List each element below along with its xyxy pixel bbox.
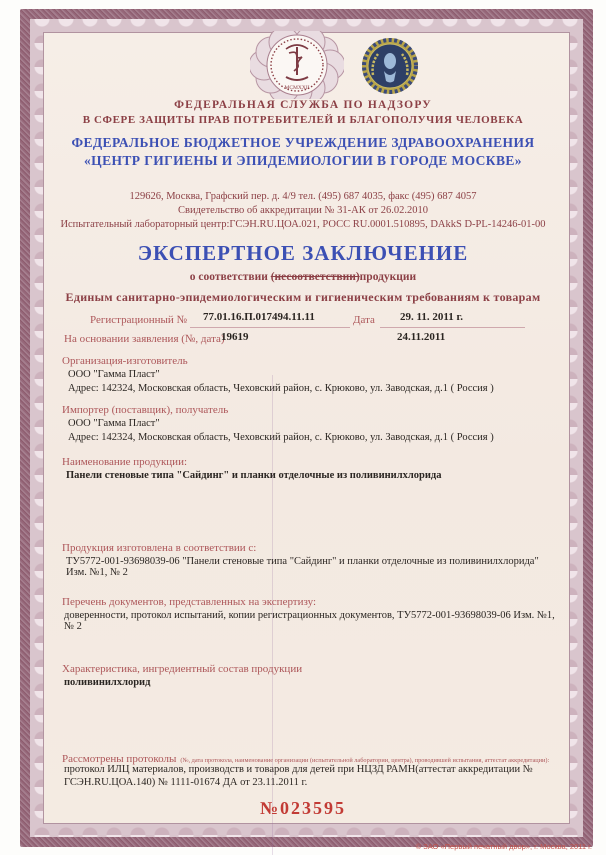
registration-underline	[190, 327, 350, 328]
registration-number-value: 77.01.16.П.017494.11.11	[203, 311, 315, 323]
manufacturer-name: ООО "Гамма Пласт"	[68, 369, 160, 380]
product-name-label: Наименование продукции:	[62, 456, 188, 468]
standard-value: ТУ5772-001-93698039-06 "Панели стеновые типа "Сайдинг" и планки отделочные из поливинилхлорида" Изм. №1, № 2	[66, 556, 539, 578]
manufacturer-address: Адрес: 142324, Московская область, Чеховский район, с. Крюково, ул. Заводская, д.1 ( Россия )	[68, 383, 494, 394]
institution-address: 129626, Москва, Графский пер. д. 4/9 тел. (495) 687 4035, факс (495) 687 4057	[129, 191, 477, 202]
date-underline	[380, 327, 525, 328]
institution-name-line1: ФЕДЕРАЛЬНОЕ БЮДЖЕТНОЕ УЧРЕЖДЕНИЕ ЗДРАВООХРАНЕНИЯ	[71, 135, 535, 150]
importer-label: Импортер (поставщик), получатель	[62, 404, 229, 416]
protocols-value: протокол ИЛЦ материалов, производств и товаров для детей при НЦЗД РАМН(аттестат аккредитации № ГСЭН.RU.ЦОА.140) № 1111-01674 ДА от 23.11.2011 г.	[64, 764, 533, 788]
standard-label: Продукция изготовлена в соответствии с:	[62, 542, 257, 554]
institution-name-line2: «ЦЕНТР ГИГИЕНЫ И ЭПИДЕМИОЛОГИИ В ГОРОДЕ МОСКВЕ»	[84, 153, 522, 168]
requirements-line: Единым санитарно-эпидемиологическим и гигиеническим требованиям к товарам	[65, 290, 541, 304]
agency-name-line1: ФЕДЕРАЛЬНАЯ СЛУЖБА ПО НАДЗОРУ	[174, 99, 432, 111]
documents-value: доверенности, протокол испытаний, копии регистрационных документов, ТУ5772-001-93698039-06 Изм. №1, № 2	[64, 610, 555, 632]
manufacturer-label: Организация-изготовитель	[62, 355, 188, 367]
documents-label: Перечень документов, представленных на экспертизу:	[62, 596, 317, 608]
subtitle-suffix: продукции	[359, 271, 417, 283]
accreditation-seal-icon	[361, 37, 419, 95]
document-serial-number: №023595	[259, 798, 347, 818]
importer-name: ООО "Гамма Пласт"	[68, 418, 160, 429]
accreditation-certificate-line: Свидетельство об аккредитации № 31-АК от 26.02.2010	[178, 205, 428, 216]
agency-name-line2: В СФЕРЕ ЗАЩИТЫ ПРАВ ПОТРЕБИТЕЛЕЙ И БЛАГОПОЛУЧИЯ ЧЕЛОВЕКА	[82, 114, 524, 126]
emblem-motto: MCMXXII	[284, 85, 310, 91]
product-name-value: Панели стеновые типа "Сайдинг" и планки отделочные из поливинилхлорида	[66, 470, 442, 481]
composition-value: поливинилхлорид	[64, 677, 151, 688]
protocols-sublabel: (№, дата протокола, наименование организации (испытательной лаборатории, центра), проводившей испытания, аттестат аккредитации):	[180, 757, 550, 764]
document-subtitle	[0, 271, 606, 283]
document-title: ЭКСПЕРТНОЕ ЗАКЛЮЧЕНИЕ	[137, 241, 469, 265]
lab-center-line: Испытательный лабораторный центр:ГСЭН.RU.ЦОА.021, РОСС RU.0001.510895, DAkkS D-PL-14246-01-00	[60, 219, 546, 230]
protocols-label: Рассмотрены протоколы	[62, 753, 177, 765]
application-number-value: 19619	[221, 331, 249, 343]
printer-credit: © ЗАО «Первый печатный двор», г. Москва, 2011 г.	[415, 842, 592, 851]
subtitle-prefix: о соответствии	[189, 271, 271, 283]
importer-address: Адрес: 142324, Московская область, Чеховский район, с. Крюково, ул. Заводская, д.1 ( Россия )	[68, 432, 494, 443]
rospotrebnadzor-emblem-icon	[250, 31, 344, 99]
date-label: Дата	[353, 314, 375, 326]
application-date-value: 24.11.2011	[397, 331, 446, 343]
registration-number-label: Регистрационный №	[90, 314, 188, 326]
composition-label: Характеристика, ингредиентный состав продукции	[62, 663, 303, 675]
subtitle-struck-text: (несоответствии)	[270, 271, 360, 283]
date-value: 29. 11. 2011 г.	[400, 311, 464, 323]
application-label: На основании заявления (№, дата)	[64, 333, 225, 345]
